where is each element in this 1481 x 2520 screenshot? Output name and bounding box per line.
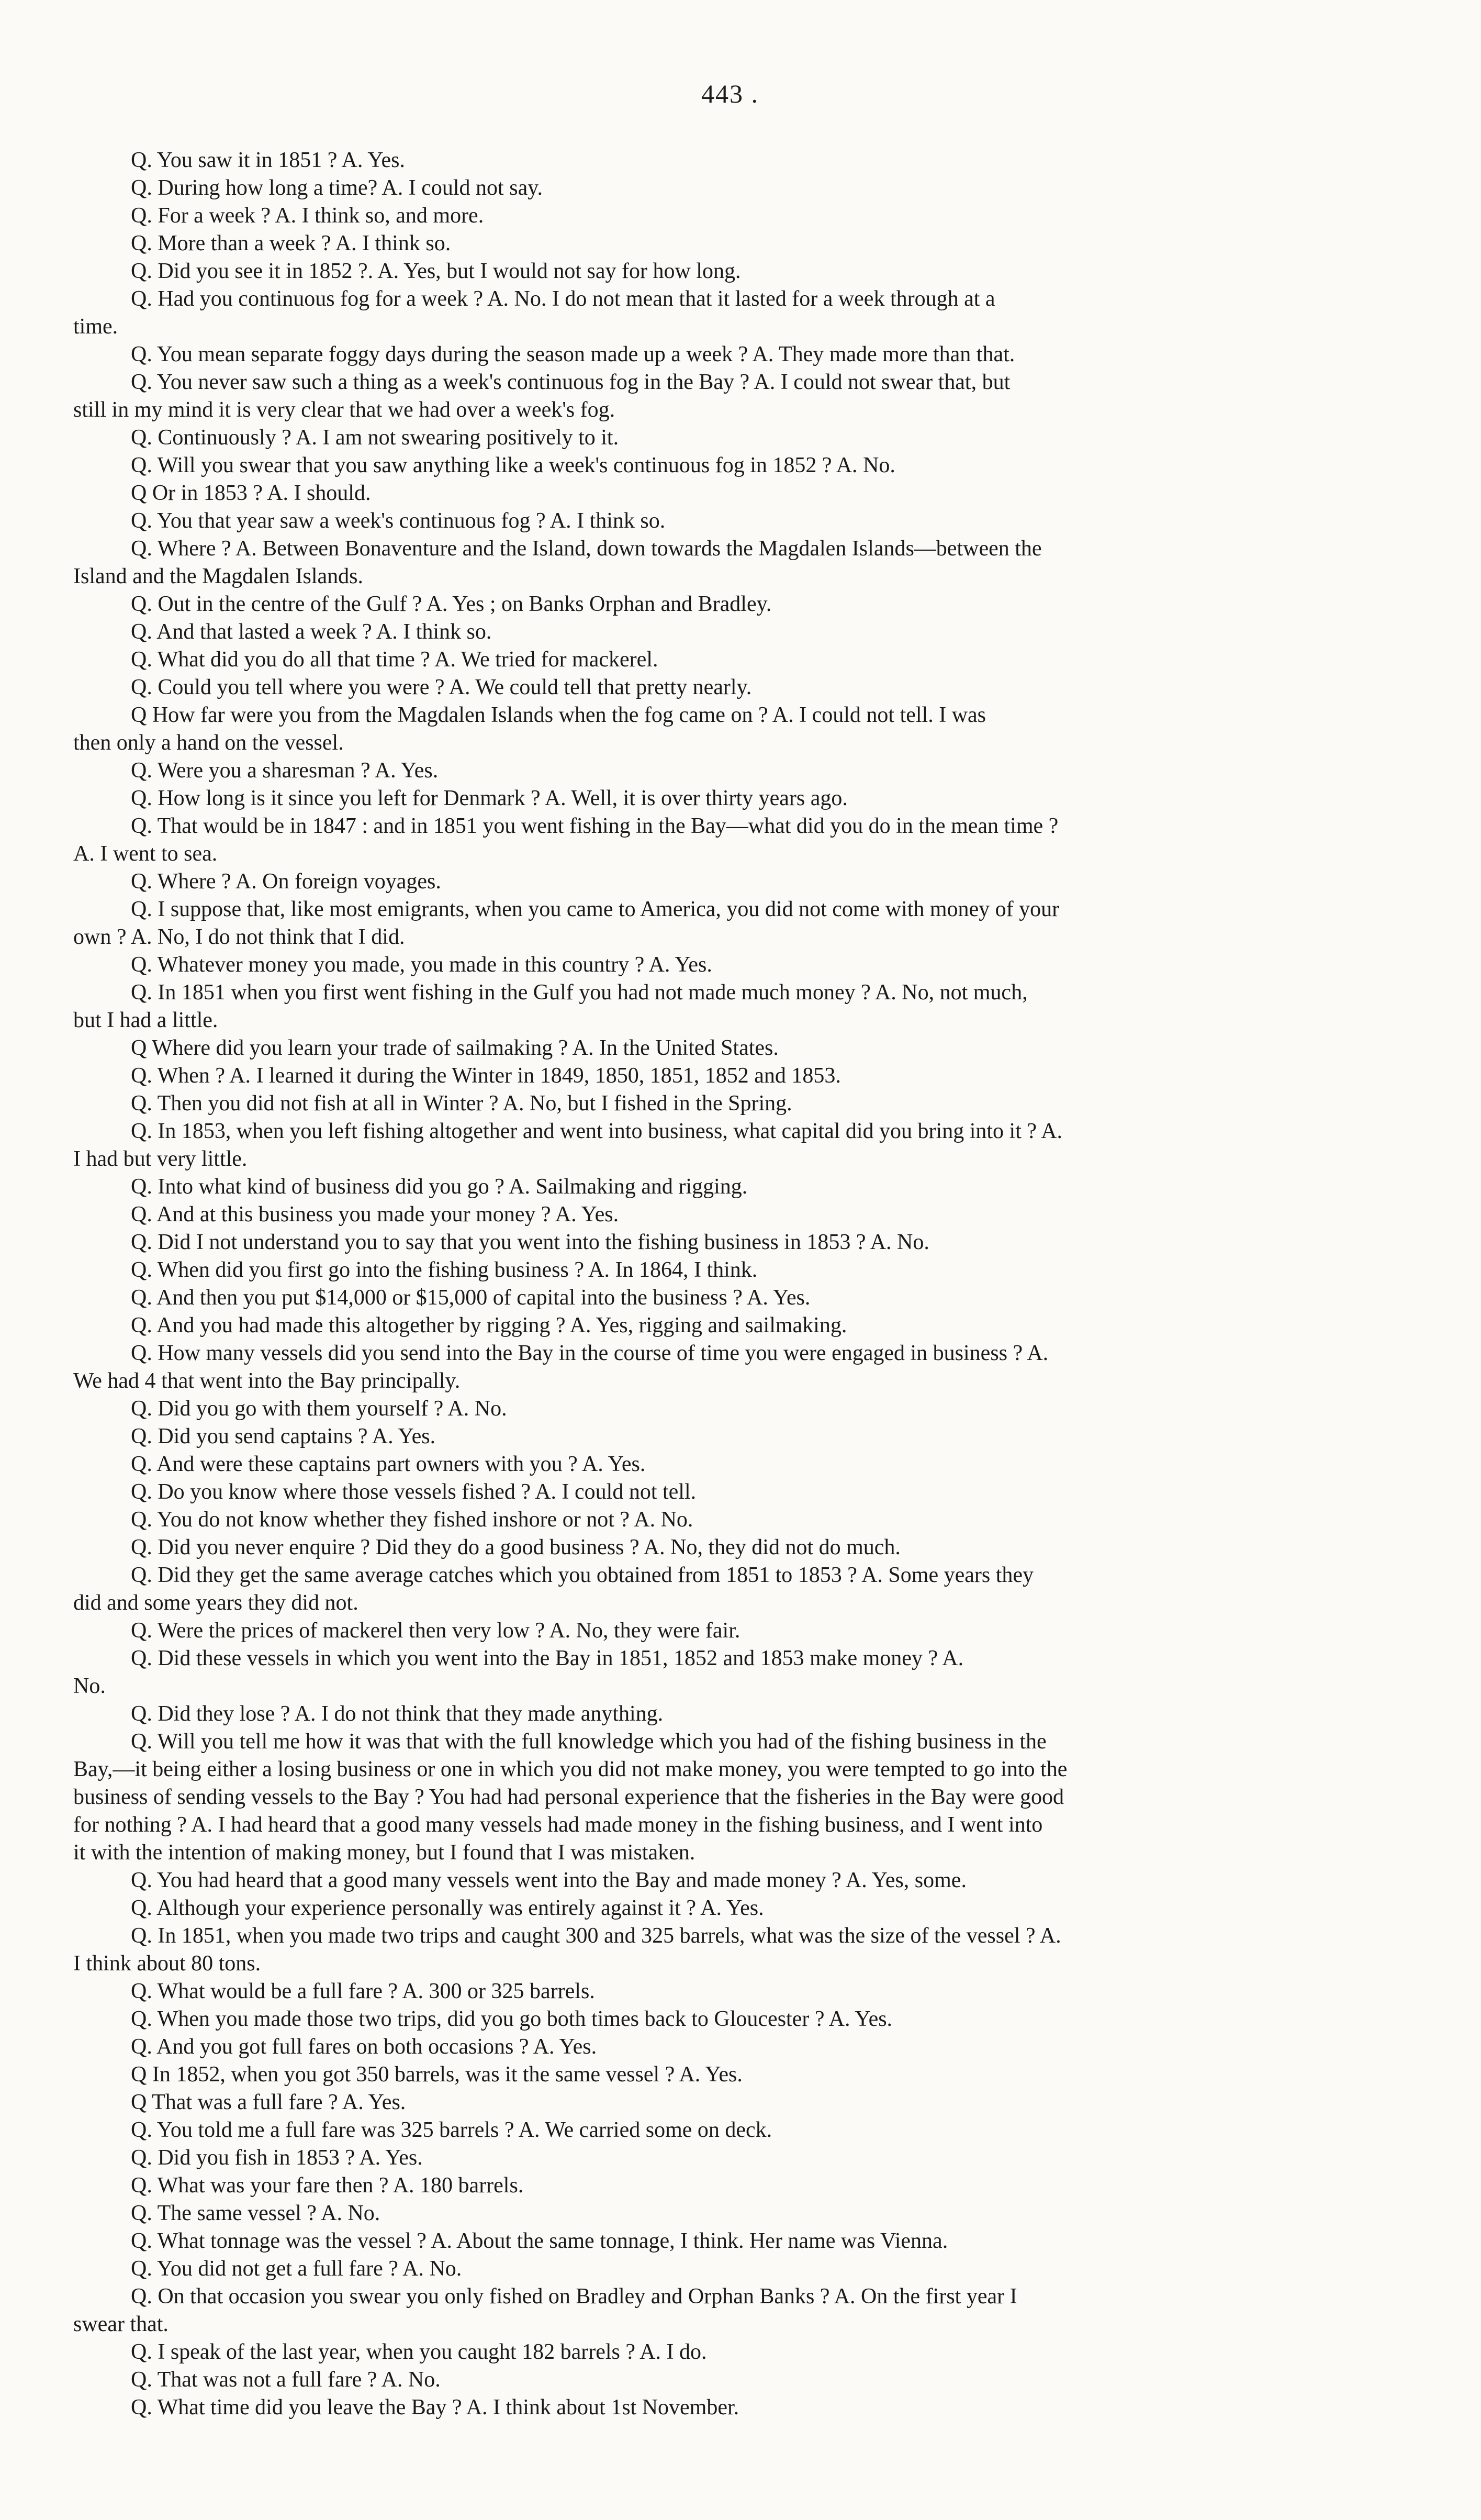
continuation-line: for nothing ? A. I had heard that a good many vessels had made money in the fishing business, and I went into <box>73 1813 1043 1837</box>
continuation-line: Island and the Magdalen Islands. <box>73 564 364 588</box>
question-line: Q. When you made those two trips, did you go both times back to Gloucester ? A. Yes. <box>131 2007 893 2031</box>
continuation-line: I had but very little. <box>73 1147 248 1171</box>
continuation-line: business of sending vessels to the Bay ? You had had personal experience that the fisheries in the Bay were good <box>73 1785 1064 1809</box>
question-line: Q. You do not know whether they fished inshore or not ? A. No. <box>131 1508 693 1532</box>
question-line: Q. What was your fare then ? A. 180 barrels. <box>131 2173 524 2198</box>
continuation-line: but I had a little. <box>73 1008 218 1032</box>
question-line: Q. During how long a time? A. I could not say. <box>131 176 543 200</box>
question-line: Q. Where ? A. Between Bonaventure and the Island, down towards the Magdalen Islands—between the <box>131 537 1042 561</box>
question-line: Q That was a full fare ? A. Yes. <box>131 2090 406 2114</box>
question-line: Q. Although your experience personally was entirely against it ? A. Yes. <box>131 1896 764 1920</box>
continuation-line: then only a hand on the vessel. <box>73 731 344 755</box>
continuation-line: own ? A. No, I do not think that I did. <box>73 925 405 949</box>
question-line: Q. Whatever money you made, you made in this country ? A. Yes. <box>131 953 712 977</box>
question-line: Q. Did I not understand you to say that you went into the fishing business in 1853 ? A. No. <box>131 1230 929 1254</box>
question-line: Q. Will you tell me how it was that with the full knowledge which you had of the fishing business in the <box>131 1730 1047 1754</box>
question-line: Q In 1852, when you got 350 barrels, was it the same vessel ? A. Yes. <box>131 2062 743 2087</box>
continuation-line: time. <box>73 315 118 339</box>
question-line: Q. You never saw such a thing as a week's continuous fog in the Bay ? A. I could not swear that, but <box>131 370 1011 394</box>
continuation-line: did and some years they did not. <box>73 1591 358 1615</box>
continuation-line: it with the intention of making money, but I found that I was mistaken. <box>73 1841 695 1865</box>
question-line: Q. And that lasted a week ? A. I think so. <box>131 620 492 644</box>
question-line: Q. What would be a full fare ? A. 300 or 325 barrels. <box>131 1979 595 2003</box>
question-line: Q. The same vessel ? A. No. <box>131 2201 380 2225</box>
page-number: 443 . <box>701 79 759 108</box>
question-line: Q. For a week ? A. I think so, and more. <box>131 204 484 228</box>
question-line: Q. Continuously ? A. I am not swearing positively to it. <box>131 426 619 450</box>
question-line: Q. And were these captains part owners with you ? A. Yes. <box>131 1452 646 1476</box>
question-line: Q. When did you first go into the fishing business ? A. In 1864, I think. <box>131 1258 758 1282</box>
question-line: Q. You mean separate foggy days during the season made up a week ? A. They made more than that. <box>131 342 1015 366</box>
question-line: Q. And you had made this altogether by rigging ? A. Yes, rigging and sailmaking. <box>131 1313 847 1337</box>
question-line: Q. In 1853, when you left fishing altogether and went into business, what capital did you bring into it ? A. <box>131 1119 1063 1143</box>
question-line: Q. You saw it in 1851 ? A. Yes. <box>131 148 405 172</box>
question-line: Q. Did these vessels in which you went into the Bay in 1851, 1852 and 1853 make money ? A. <box>131 1646 964 1670</box>
testimony-text <box>73 147 1387 2422</box>
question-line: Q. Where ? A. On foreign voyages. <box>131 869 441 894</box>
question-line: Q. Could you tell where you were ? A. We could tell that pretty nearly. <box>131 675 752 699</box>
continuation-line: Bay,—it being either a losing business or one in which you did not make money, you were tempted to go into the <box>73 1757 1068 1781</box>
question-line: Q. That was not a full fare ? A. No. <box>131 2368 441 2392</box>
question-line: Q. And then you put $14,000 or $15,000 of capital into the business ? A. Yes. <box>131 1286 811 1310</box>
question-line: Q How far were you from the Magdalen Islands when the fog came on ? A. I could not tell. I was <box>131 703 986 727</box>
question-line: Q. How long is it since you left for Denmark ? A. Well, it is over thirty years ago. <box>131 786 848 810</box>
continuation-line: A. I went to sea. <box>73 842 218 866</box>
question-line: Q. Were the prices of mackerel then very low ? A. No, they were fair. <box>131 1619 740 1643</box>
continuation-line: We had 4 that went into the Bay principally. <box>73 1369 461 1393</box>
question-line: Q. On that occasion you swear you only fished on Bradley and Orphan Banks ? A. On the first year I <box>131 2284 1017 2309</box>
question-line: Q. Did they lose ? A. I do not think that they made anything. <box>131 1702 664 1726</box>
question-line: Q Where did you learn your trade of sailmaking ? A. In the United States. <box>131 1036 779 1060</box>
question-line: Q. How many vessels did you send into the Bay in the course of time you were engaged in business ? A. <box>131 1341 1049 1365</box>
question-line: Q. Into what kind of business did you go ? A. Sailmaking and rigging. <box>131 1175 748 1199</box>
question-line: Q. What did you do all that time ? A. We tried for mackerel. <box>131 648 658 672</box>
question-line: Q. You did not get a full fare ? A. No. <box>131 2257 462 2281</box>
question-line: Q. Did you never enquire ? Did they do a good business ? A. No, they did not do much. <box>131 1535 901 1559</box>
question-line: Q. Then you did not fish at all in Winter ? A. No, but I fished in the Spring. <box>131 1091 792 1116</box>
question-line: Q. Did they get the same average catches which you obtained from 1851 to 1853 ? A. Some years they <box>131 1563 1034 1587</box>
question-line: Q. Out in the centre of the Gulf ? A. Yes ; on Banks Orphan and Bradley. <box>131 592 772 616</box>
question-line: Q. I suppose that, like most emigrants, when you came to America, you did not come with money of your <box>131 897 1060 921</box>
continuation-line: I think about 80 tons. <box>73 1952 261 1976</box>
question-line: Q. Did you send captains ? A. Yes. <box>131 1424 436 1448</box>
continuation-line: still in my mind it is very clear that we had over a week's fog. <box>73 398 615 422</box>
question-line: Q. Did you see it in 1852 ?. A. Yes, but I would not say for how long. <box>131 259 741 283</box>
question-line: Q. And you got full fares on both occasions ? A. Yes. <box>131 2035 597 2059</box>
question-line: Q. You had heard that a good many vessels went into the Bay and made money ? A. Yes, some. <box>131 1868 967 1892</box>
question-line: Q. Did you fish in 1853 ? A. Yes. <box>131 2146 423 2170</box>
question-line: Q. I speak of the last year, when you caught 182 barrels ? A. I do. <box>131 2340 707 2364</box>
continuation-line: No. <box>73 1674 106 1698</box>
question-line: Q. That would be in 1847 : and in 1851 you went fishing in the Bay—what did you do in the mean time ? <box>131 814 1059 838</box>
question-line: Q. And at this business you made your money ? A. Yes. <box>131 1202 619 1226</box>
question-line: Q. In 1851, when you made two trips and caught 300 and 325 barrels, what was the size of the vessel ? A. <box>131 1924 1061 1948</box>
question-line: Q. Were you a sharesman ? A. Yes. <box>131 759 439 783</box>
question-line: Q. What time did you leave the Bay ? A. I think about 1st November. <box>131 2395 739 2419</box>
question-line: Q. You told me a full fare was 325 barrels ? A. We carried some on deck. <box>131 2118 772 2142</box>
question-line: Q. In 1851 when you first went fishing in the Gulf you had not made much money ? A. No, not much, <box>131 980 1028 1005</box>
question-line: Q. Did you go with them yourself ? A. No. <box>131 1397 507 1421</box>
question-line: Q. More than a week ? A. I think so. <box>131 231 451 255</box>
question-line: Q. When ? A. I learned it during the Winter in 1849, 1850, 1851, 1852 and 1853. <box>131 1064 841 1088</box>
question-line: Q. What tonnage was the vessel ? A. About the same tonnage, I think. Her name was Vienna. <box>131 2229 948 2253</box>
question-line: Q. Had you continuous fog for a week ? A. No. I do not mean that it lasted for a week through at a <box>131 287 995 311</box>
question-line: Q. Will you swear that you saw anything like a week's continuous fog in 1852 ? A. No. <box>131 453 895 477</box>
question-line: Q. You that year saw a week's continuous fog ? A. I think so. <box>131 509 666 533</box>
question-line: Q. Do you know where those vessels fished ? A. I could not tell. <box>131 1480 697 1504</box>
continuation-line: swear that. <box>73 2312 169 2336</box>
question-line: Q Or in 1853 ? A. I should. <box>131 481 371 505</box>
